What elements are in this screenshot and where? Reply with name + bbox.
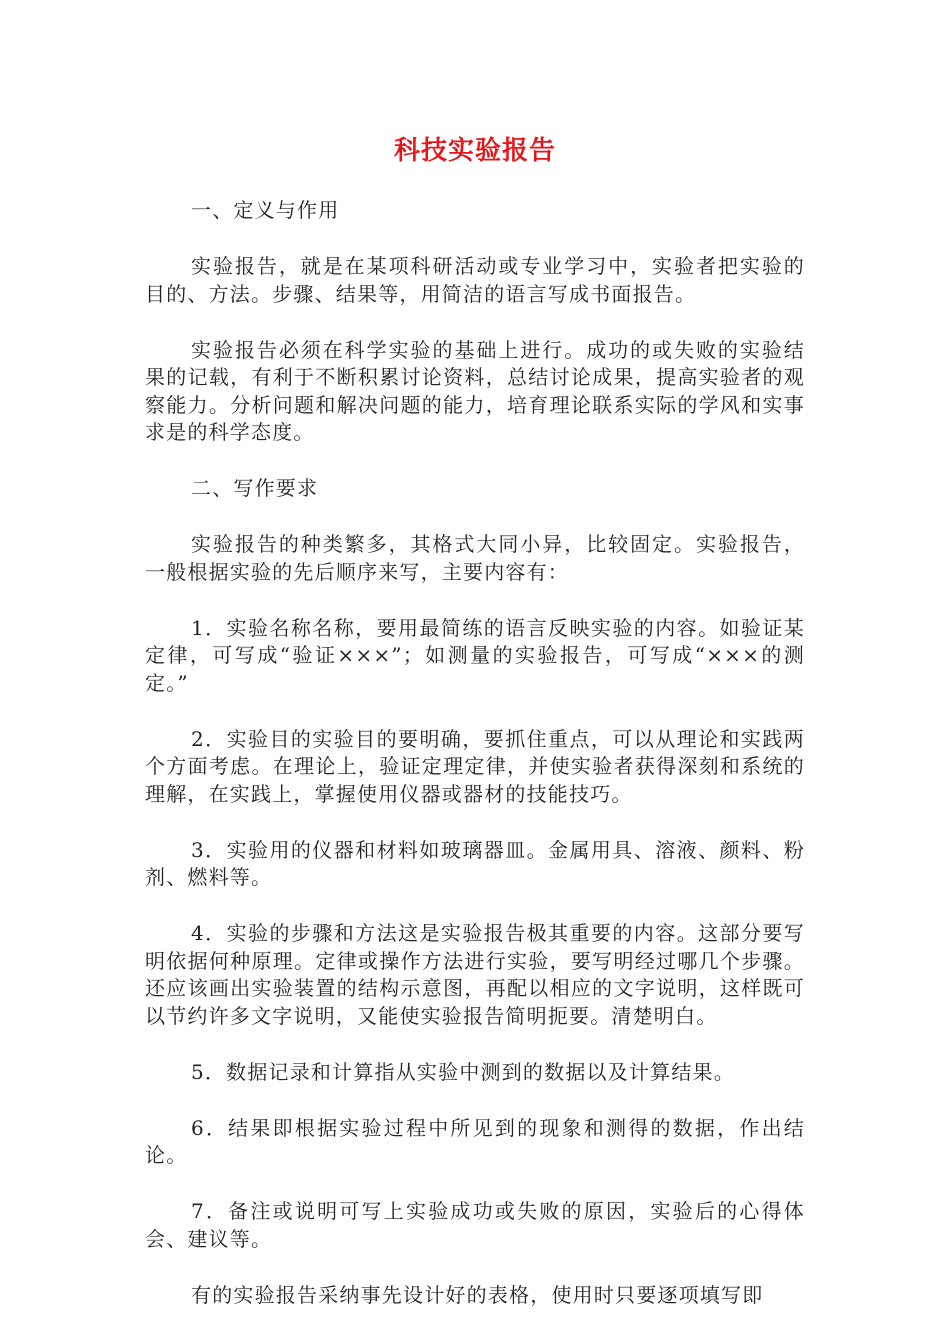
list-item-1: 1．实验名称名称，要用最简练的语言反映实验的内容。如验证某定律，可写成“验证×××”；如测量的实验报告，可写成“×××的测定。” [145, 615, 805, 695]
list-item-4: 4．实验的步骤和方法这是实验报告极其重要的内容。这部分要写明依据何种原理。定律或操作方法进行实验，要写明经过哪几个步骤。还应该画出实验装置的结构示意图，再配以相应的文字说明，这样既可以节约许多文字说明，又能使实验报告简明扼要。清楚明白。 [145, 921, 805, 1028]
paragraph-table-note: 有的实验报告采纳事先设计好的表格，使用时只要逐项填写即 [191, 1282, 764, 1307]
section-heading-requirements: 二、写作要求 [191, 476, 319, 500]
list-item-7: 7．备注或说明可写上实验成功或失败的原因，实验后的心得体会、建议等。 [145, 1199, 805, 1251]
list-item-5: 5．数据记录和计算指从实验中测到的数据以及计算结果。 [191, 1059, 735, 1084]
document-title: 科技实验报告 [393, 136, 556, 166]
list-item-6: 6．结果即根据实验过程中所见到的现象和测得的数据，作出结论。 [145, 1115, 805, 1167]
paragraph-requirements-intro: 实验报告的种类繁多，其格式大同小异，比较固定。实验报告，一般根据实验的先后顺序来写，主要内容有： [145, 532, 805, 584]
section-heading-definition: 一、定义与作用 [191, 198, 340, 222]
list-item-2: 2．实验目的实验目的要明确，要抓住重点，可以从理论和实践两个方面考虑。在理论上，验证定理定律，并使实验者获得深刻和系统的理解，在实践上，掌握使用仪器或器材的技能技巧。 [145, 726, 805, 806]
list-item-3: 3．实验用的仪器和材料如玻璃器皿。金属用具、溶液、颜料、粉剂、燃料等。 [145, 837, 805, 889]
document-body [145, 197, 805, 1338]
paragraph-definition: 实验报告，就是在某项科研活动或专业学习中，实验者把实验的目的、方法。步骤、结果等，用简洁的语言写成书面报告。 [145, 254, 805, 306]
paragraph-purpose: 实验报告必须在科学实验的基础上进行。成功的或失败的实验结果的记载，有利于不断积累讨论资料，总结讨论成果，提高实验者的观察能力。分析问题和解决问题的能力，培育理论联系实际的学风和实事求是的科学态度。 [145, 337, 805, 444]
